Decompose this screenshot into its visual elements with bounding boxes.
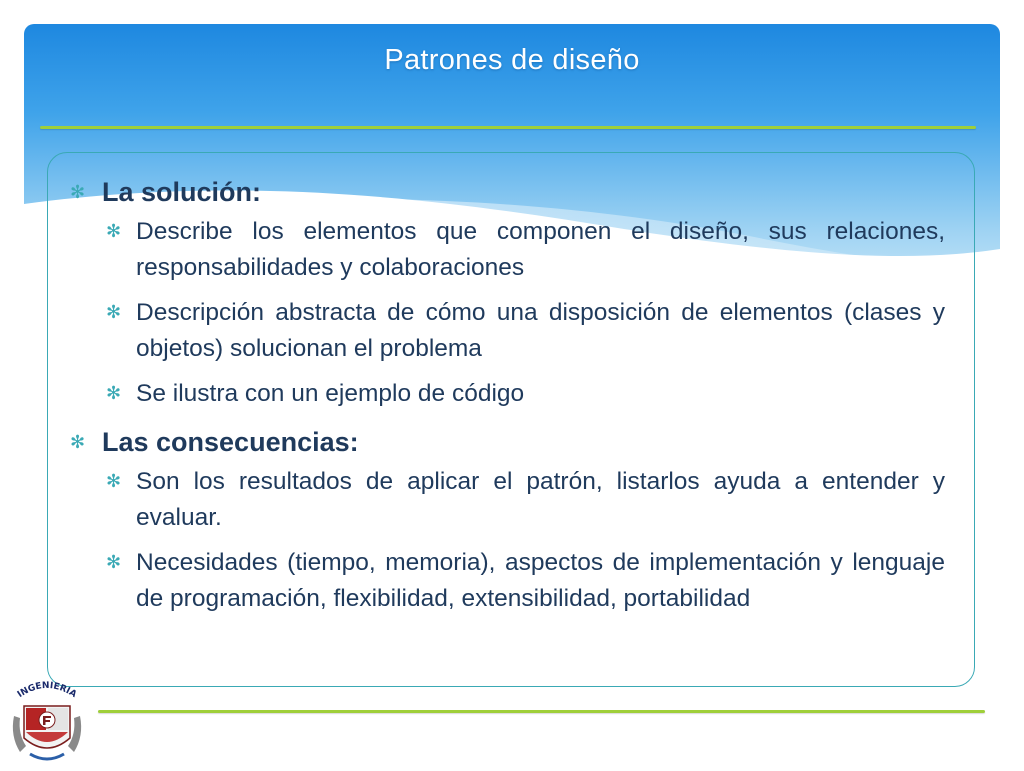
bullet-heading-consequences	[70, 424, 945, 460]
sub-bullet-text: Descripción abstracta de cómo una disposición de elementos (clases y objetos) solucionan el problema	[136, 299, 945, 362]
sub-bullet-text: Se ilustra con un ejemplo de código	[136, 380, 525, 407]
title-divider	[40, 126, 976, 129]
asterisk-bullet-icon: ✻	[70, 182, 86, 203]
logo-text: INGENIERIA	[15, 680, 79, 701]
asterisk-bullet-icon: ✻	[106, 552, 122, 573]
bullet-list	[70, 174, 945, 626]
asterisk-bullet-icon: ✻	[106, 221, 122, 242]
asterisk-bullet-icon: ✻	[106, 471, 122, 492]
asterisk-bullet-icon: ✻	[70, 432, 86, 453]
sub-bullet-text: Describe los elementos que componen el diseño, sus relaciones, responsabilidades y colaboraciones	[136, 218, 945, 281]
sub-bullet	[70, 295, 945, 367]
asterisk-bullet-icon: ✻	[106, 302, 122, 323]
sub-bullet-text: Necesidades (tiempo, memoria), aspectos de implementación y lenguaje de programación, flexibilidad, extensibilidad, portabilidad	[136, 549, 945, 612]
sub-bullet	[70, 464, 945, 536]
sub-bullet	[70, 376, 945, 412]
slide-title: Patrones de diseño	[384, 44, 640, 76]
bullet-heading-solution	[70, 174, 945, 210]
sub-bullet	[70, 545, 945, 617]
sub-bullet-text: Son los resultados de aplicar el patrón, listarlos ayuda a entender y evaluar.	[136, 468, 945, 531]
footer-divider	[98, 710, 985, 713]
sub-bullet	[70, 214, 945, 286]
faculty-crest-icon	[6, 676, 88, 766]
asterisk-bullet-icon: ✻	[106, 383, 122, 404]
bullet-heading-text: La solución:	[102, 177, 262, 207]
svg-text:INGENIERIA	[16, 681, 78, 700]
bullet-heading-text: Las consecuencias:	[102, 427, 359, 457]
